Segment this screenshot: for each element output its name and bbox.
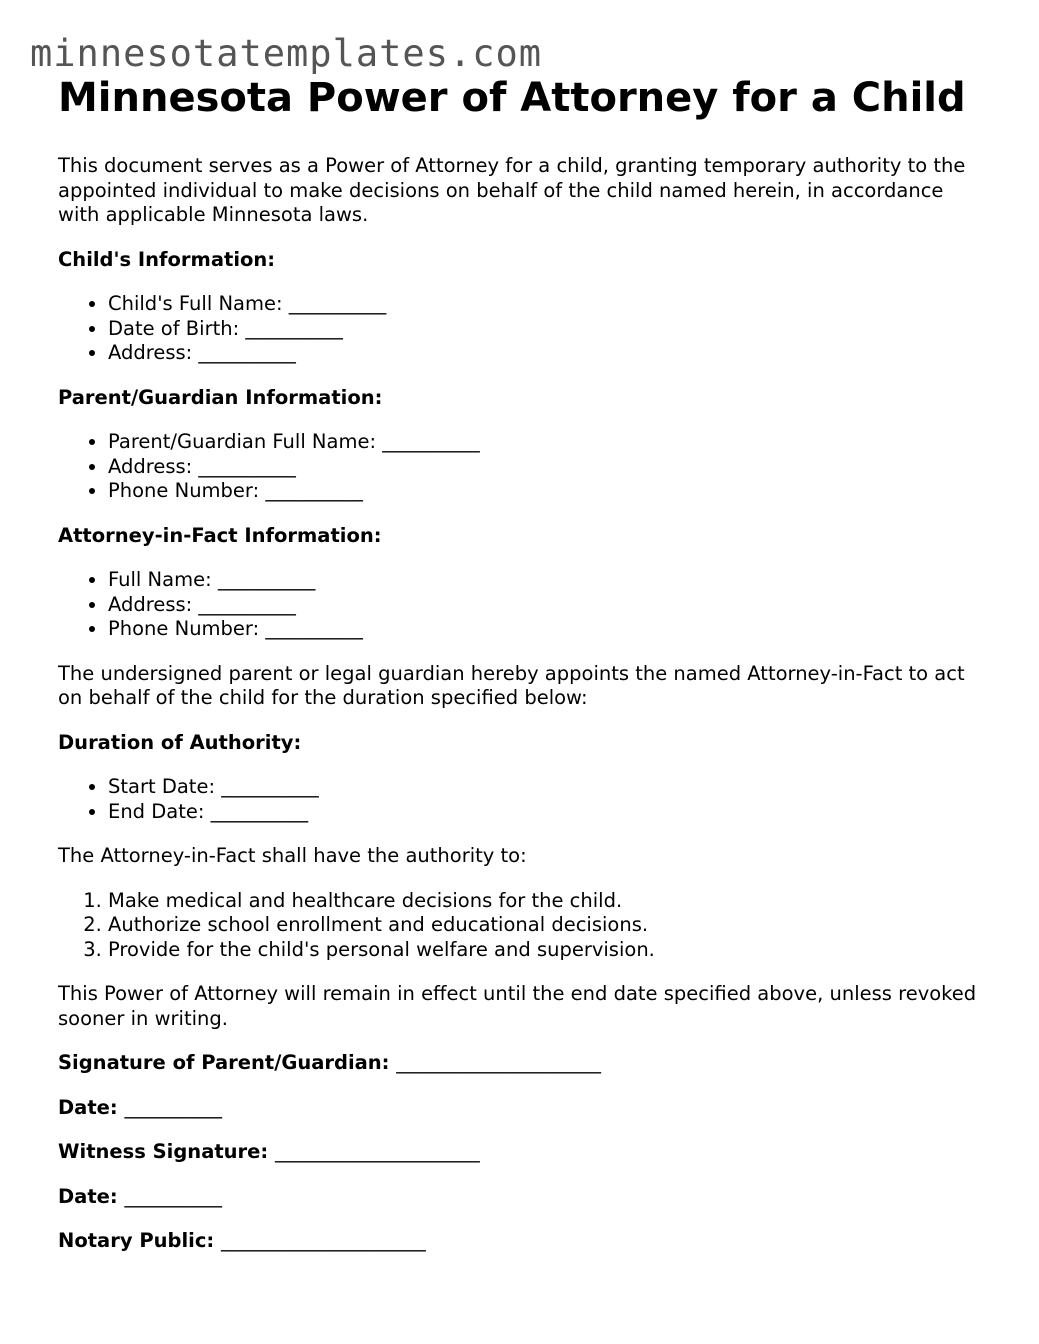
child-dob-field: • Date of Birth: __________ — [108, 317, 988, 342]
authority-item-medical: 1. Make medical and healthcare decisions for the child. — [108, 889, 988, 914]
witness-signature-blank: _____________________ — [275, 1140, 480, 1163]
attorney-address-field: • Address: __________ — [108, 593, 988, 618]
intro-paragraph: This document serves as a Power of Attorney for a child, granting temporary authority to the appointed individual to make decisions on behalf of the child named herein, in accordance with applicable Minnesota laws. — [58, 154, 966, 226]
witness-date-blank: __________ — [124, 1184, 222, 1208]
child-info-heading: Child's Information: — [58, 247, 276, 271]
parent-info-heading: Parent/Guardian Information: — [58, 385, 383, 409]
attorney-phone-field: • Phone Number: __________ — [108, 617, 988, 642]
parent-date-blank: __________ — [124, 1095, 222, 1119]
child-info-list — [58, 292, 988, 366]
parent-date-label: Date: — [58, 1095, 118, 1119]
document-page — [58, 74, 988, 1254]
appointment-paragraph: The undersigned parent or legal guardian hereby appoints the named Attorney-in-Fact to act on behalf of the child for the duration specified below: — [58, 661, 965, 709]
witness-date-label: Date: — [58, 1184, 118, 1208]
effect-paragraph: This Power of Attorney will remain in effect until the end date specified above, unless revoked sooner in writing. — [58, 982, 977, 1030]
attorney-info-list — [58, 568, 988, 642]
parent-signature-line — [58, 1051, 988, 1076]
document-title: Minnesota Power of Attorney for a Child — [58, 75, 966, 121]
parent-signature-blank: _____________________ — [396, 1051, 602, 1074]
parent-signature-label: Signature of Parent/Guardian: — [58, 1051, 390, 1074]
parent-info-list — [58, 430, 988, 504]
authority-item-welfare: 3. Provide for the child's personal welfare and supervision. — [108, 938, 988, 963]
site-watermark: minnesotatemplates.com — [30, 32, 543, 75]
parent-date-line — [58, 1096, 988, 1121]
parent-full-name-field: • Parent/Guardian Full Name: __________ — [108, 430, 988, 455]
parent-phone-field: • Phone Number: __________ — [108, 479, 988, 504]
authority-intro: The Attorney-in-Fact shall have the authority to: — [58, 844, 527, 867]
witness-date-line — [58, 1185, 988, 1210]
parent-address-field: • Address: __________ — [108, 455, 988, 480]
notary-blank: _____________________ — [220, 1229, 426, 1252]
authority-item-school: 2. Authorize school enrollment and educational decisions. — [108, 913, 988, 938]
start-date-field: • Start Date: __________ — [108, 775, 988, 800]
attorney-full-name-field: • Full Name: __________ — [108, 568, 988, 593]
duration-list — [58, 775, 988, 824]
authority-list — [58, 889, 988, 963]
witness-signature-label: Witness Signature: — [58, 1140, 269, 1163]
witness-signature-line — [58, 1140, 988, 1165]
attorney-info-heading: Attorney-in-Fact Information: — [58, 523, 382, 547]
child-address-field: • Address: __________ — [108, 341, 988, 366]
notary-label: Notary Public: — [58, 1229, 215, 1252]
end-date-field: • End Date: __________ — [108, 800, 988, 825]
child-full-name-field: • Child's Full Name: __________ — [108, 292, 988, 317]
duration-heading: Duration of Authority: — [58, 730, 302, 754]
notary-line — [58, 1229, 988, 1254]
